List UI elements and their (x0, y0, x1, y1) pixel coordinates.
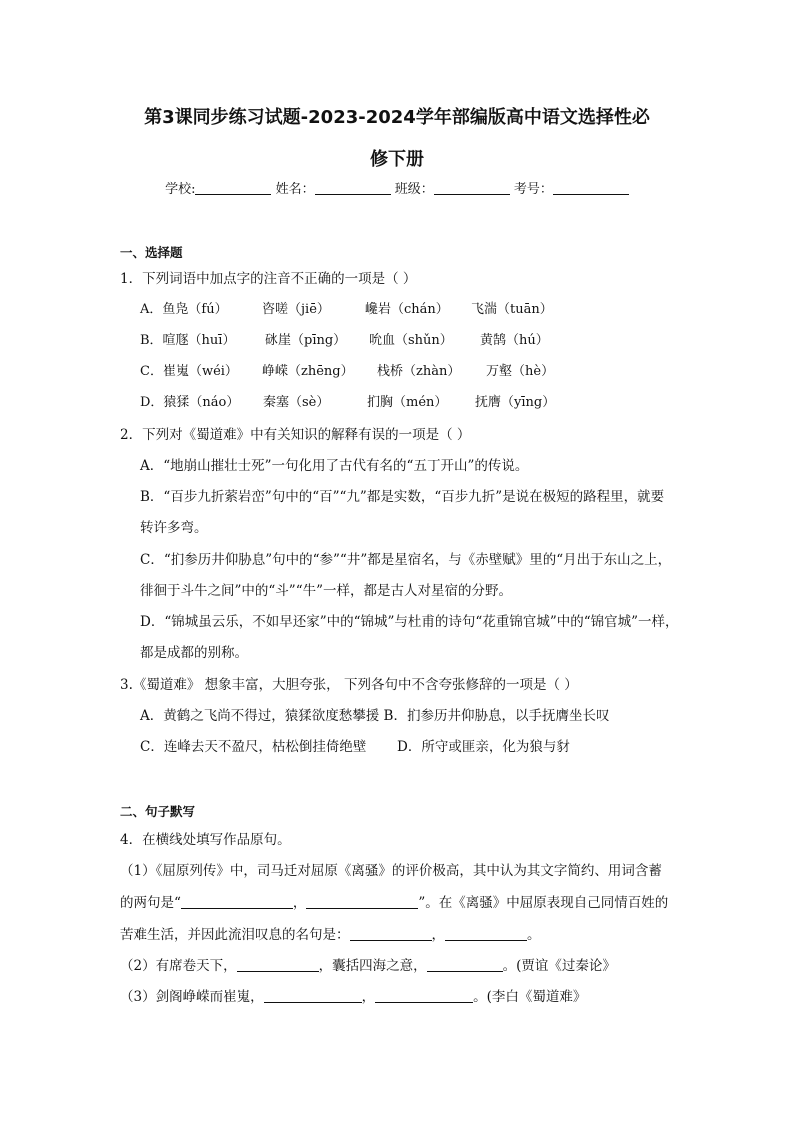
school-blank[interactable] (195, 181, 271, 195)
q1-option-a-1: A．鱼凫（fú） (140, 302, 228, 317)
question-3-stem: 3.《蜀道难》 想象丰富，大胆夸张， 下列各句中不含夸张修辞的一项是（ ） (120, 677, 578, 693)
q4-part1-line3-prefix: 苦难生活，并因此流泪叹息的名句是： (120, 927, 350, 943)
q4-part2-prefix: （2）有席卷天下， (120, 958, 237, 974)
school-label: 学校: (165, 182, 196, 197)
q4-part1-line2-prefix: 的两句是“ (120, 895, 181, 911)
question-1-stem: 1．下列词语中加点字的注音不正确的一项是（ ） (120, 271, 417, 287)
q4-blank-3[interactable] (350, 927, 432, 941)
q4-part1-line2 (120, 894, 668, 912)
q2-option-b-line1: B．“百步九折萦岩峦”句中的“百”“九”都是实数，“百步九折”是说在极短的路程里，就要 (140, 489, 665, 505)
q3-option-d: D．所守或匪亲，化为狼与豺 (397, 739, 570, 755)
q2-option-c-line1: C．“扪参历井仰胁息”句中的“参”“井”都是星宿名，与《赤壁赋》里的“月出于东山之上， (140, 552, 672, 568)
q4-blank-8[interactable] (375, 989, 473, 1003)
q1-option-a-2: 咨嗟（jiē） (262, 302, 330, 317)
number-blank[interactable] (553, 181, 629, 195)
q1-option-d-2: 秦塞（sè） (263, 395, 330, 410)
q4-part3-comma: ， (361, 989, 376, 1005)
q4-part3-suffix: 。(李白《蜀道难》 (473, 989, 587, 1005)
q1-option-c-3: 栈桥（zhàn） (377, 364, 461, 379)
q4-part1-line2-comma: ， (292, 895, 307, 911)
q2-option-c-line2: 徘徊于斗牛之间”中的“斗”“牛”一样，都是古人对星宿的分野。 (140, 583, 513, 599)
q3-option-c: C．连峰去天不盈尺，枯松倒挂倚绝壁 (140, 739, 367, 755)
class-blank[interactable] (434, 181, 510, 195)
page-title-line1: 第3课同步练习试题-2023-2024学年部编版高中语文选择性必 (144, 107, 650, 128)
q3-options-ab: A．黄鹤之飞尚不得过，猿猱欲度愁攀援 B．扪参历井仰胁息，以手抚膺坐长叹 (140, 708, 610, 724)
q4-blank-4[interactable] (445, 927, 527, 941)
q4-part3 (120, 988, 586, 1006)
q1-option-c-4: 万壑（hè） (486, 364, 555, 379)
q1-option-a-4: 飞湍（tuān） (471, 302, 553, 317)
page-title-line2: 修下册 (370, 149, 424, 170)
name-blank[interactable] (315, 181, 391, 195)
q4-part1-line1: （1）《屈原列传》中，司马迁对屈原《离骚》的评价极高，其中认为其文字简约、用词含蓄 (120, 863, 662, 879)
q4-part3-prefix: （3）剑阁峥嵘而崔嵬， (120, 989, 264, 1005)
section-heading-dictation: 二、句子默写 (120, 804, 196, 819)
q4-part1-line3-suffix: 。 (527, 927, 541, 943)
q1-option-d-1: D．猿猱（náo） (140, 395, 240, 410)
q2-option-a: A．“地崩山摧壮士死”一句化用了古代有名的“五丁开山”的传说。 (140, 458, 529, 474)
q4-blank-5[interactable] (237, 958, 319, 972)
q1-option-c-2: 峥嵘（zhēng） (262, 364, 354, 379)
q4-part2 (120, 957, 616, 975)
question-2-stem: 2．下列对《蜀道难》中有关知识的解释有误的一项是（ ） (120, 427, 471, 443)
q4-blank-6[interactable] (427, 958, 503, 972)
q1-option-c-1: C．崔嵬（wéi） (140, 364, 238, 379)
q4-blank-1[interactable] (181, 895, 293, 909)
q1-option-a-3: 巉岩（chán） (365, 302, 449, 317)
q2-option-d-line1: D．“锦城虽云乐，不如早还家”中的“锦城”与杜甫的诗句“花重锦官城”中的“锦官城”一样， (140, 614, 679, 630)
number-label: 考号： (513, 182, 553, 197)
q4-part2-suffix: 。(贾谊《过秦论》 (502, 958, 616, 974)
q4-part1-line2-suffix: ”。在《离骚》中屈原表现自己同情百姓的 (418, 895, 669, 911)
q1-option-d-4: 抚膺（yīng） (475, 395, 556, 410)
q4-blank-7[interactable] (264, 989, 362, 1003)
q1-option-b-2: 砯崖（pīng） (265, 333, 347, 348)
q1-option-d-3: 扪胸（mén） (367, 395, 448, 410)
q4-blank-2[interactable] (306, 895, 418, 909)
student-info-row (0, 181, 794, 198)
q1-option-b-1: B．喧豗（huī） (140, 333, 236, 348)
q1-option-b-4: 黄鹄（hú） (480, 333, 549, 348)
section-heading-choice: 一、选择题 (120, 245, 183, 260)
q4-part1-line3-comma: ， (431, 927, 445, 943)
q1-option-b-3: 吮血（shǔn） (369, 333, 453, 348)
q2-option-d-line2: 都是成都的别称。 (140, 645, 248, 661)
class-label: 班级： (394, 182, 434, 197)
q2-option-b-line2: 转许多弯。 (140, 520, 208, 536)
question-4-stem: 4．在横线处填写作品原句。 (120, 832, 291, 848)
name-label: 姓名： (275, 182, 315, 197)
q4-part1-line3 (120, 926, 541, 944)
q4-part2-middle: ，囊括四海之意， (318, 958, 427, 974)
